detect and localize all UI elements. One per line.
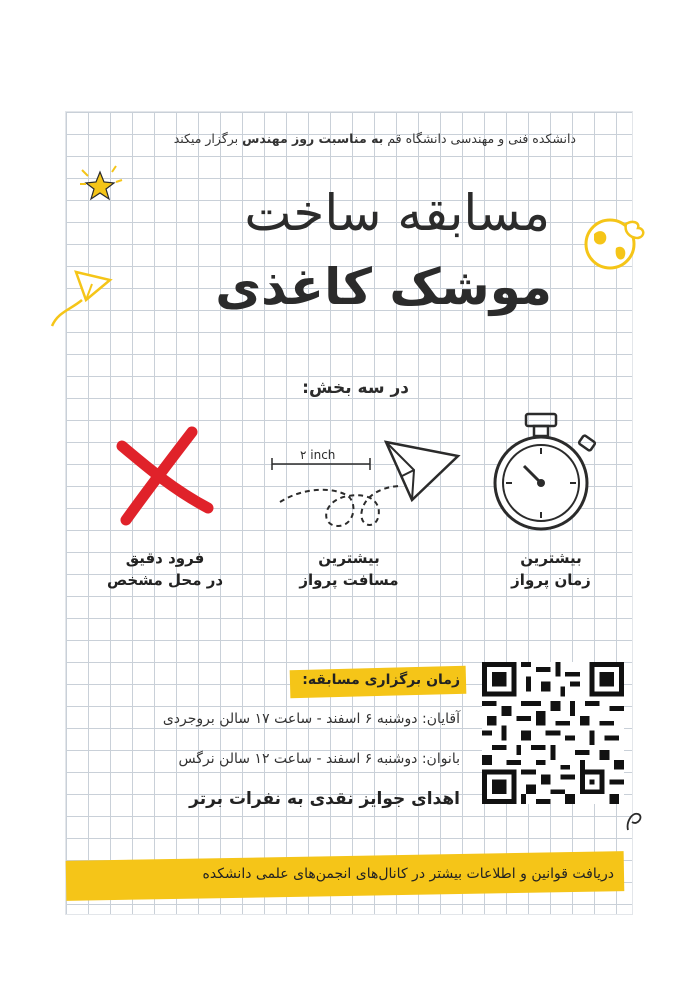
- category-2-line-1: بیشترین: [318, 549, 380, 567]
- subtitle-organizer: دانشکده فنی و مهندسی دانشگاه قم: [387, 131, 576, 146]
- title-line-1: مسابقه ساخت: [244, 184, 550, 242]
- globe-doodle-icon: [576, 212, 652, 274]
- title-line-2: موشک کاغذی: [215, 258, 552, 316]
- red-x-icon: [112, 428, 216, 528]
- stopwatch-icon: [484, 408, 604, 538]
- schedule-women: بانوان: دوشنبه ۶ اسفند - ساعت ۱۲ سالن نرگس: [178, 751, 460, 767]
- category-1-line-1: بیشترین: [520, 549, 582, 567]
- distance-label: ۲ inch: [300, 448, 336, 462]
- subtitle-holds: برگزار میکند: [173, 131, 239, 146]
- squiggle-doodle-icon: [624, 806, 646, 834]
- footer-text: دریافت قوانین و اطلاعات بیشتر در کانال‌های انجمن‌های علمی دانشکده: [202, 866, 614, 882]
- category-precise-landing: [90, 547, 240, 591]
- prize-text: اهدای جوایز نقدی به نفرات برتر: [189, 789, 460, 809]
- schedule-title: زمان برگزاری مسابقه:: [302, 672, 460, 688]
- category-flight-time: [486, 547, 616, 591]
- organizer-subtitle: [174, 131, 576, 146]
- category-flight-distance: [284, 547, 414, 591]
- category-3-line-2: در محل مشخص: [106, 571, 224, 589]
- paper-plane-doodle-icon: [46, 266, 116, 336]
- subtitle-occasion: به مناسبت روز مهندس: [242, 131, 384, 146]
- category-2-line-2: مسافت پرواز: [299, 571, 399, 589]
- schedule-men: آقایان: دوشنبه ۶ اسفند - ساعت ۱۷ سالن بروجردی: [162, 711, 460, 727]
- sections-label: در سه بخش:: [302, 378, 409, 398]
- category-3-line-1: فرود دقیق: [125, 549, 205, 567]
- paper-plane-distance-icon: [262, 436, 462, 536]
- qr-code[interactable]: [482, 662, 624, 804]
- star-doodle-icon: [76, 158, 130, 208]
- category-1-line-2: زمان پرواز: [511, 571, 591, 589]
